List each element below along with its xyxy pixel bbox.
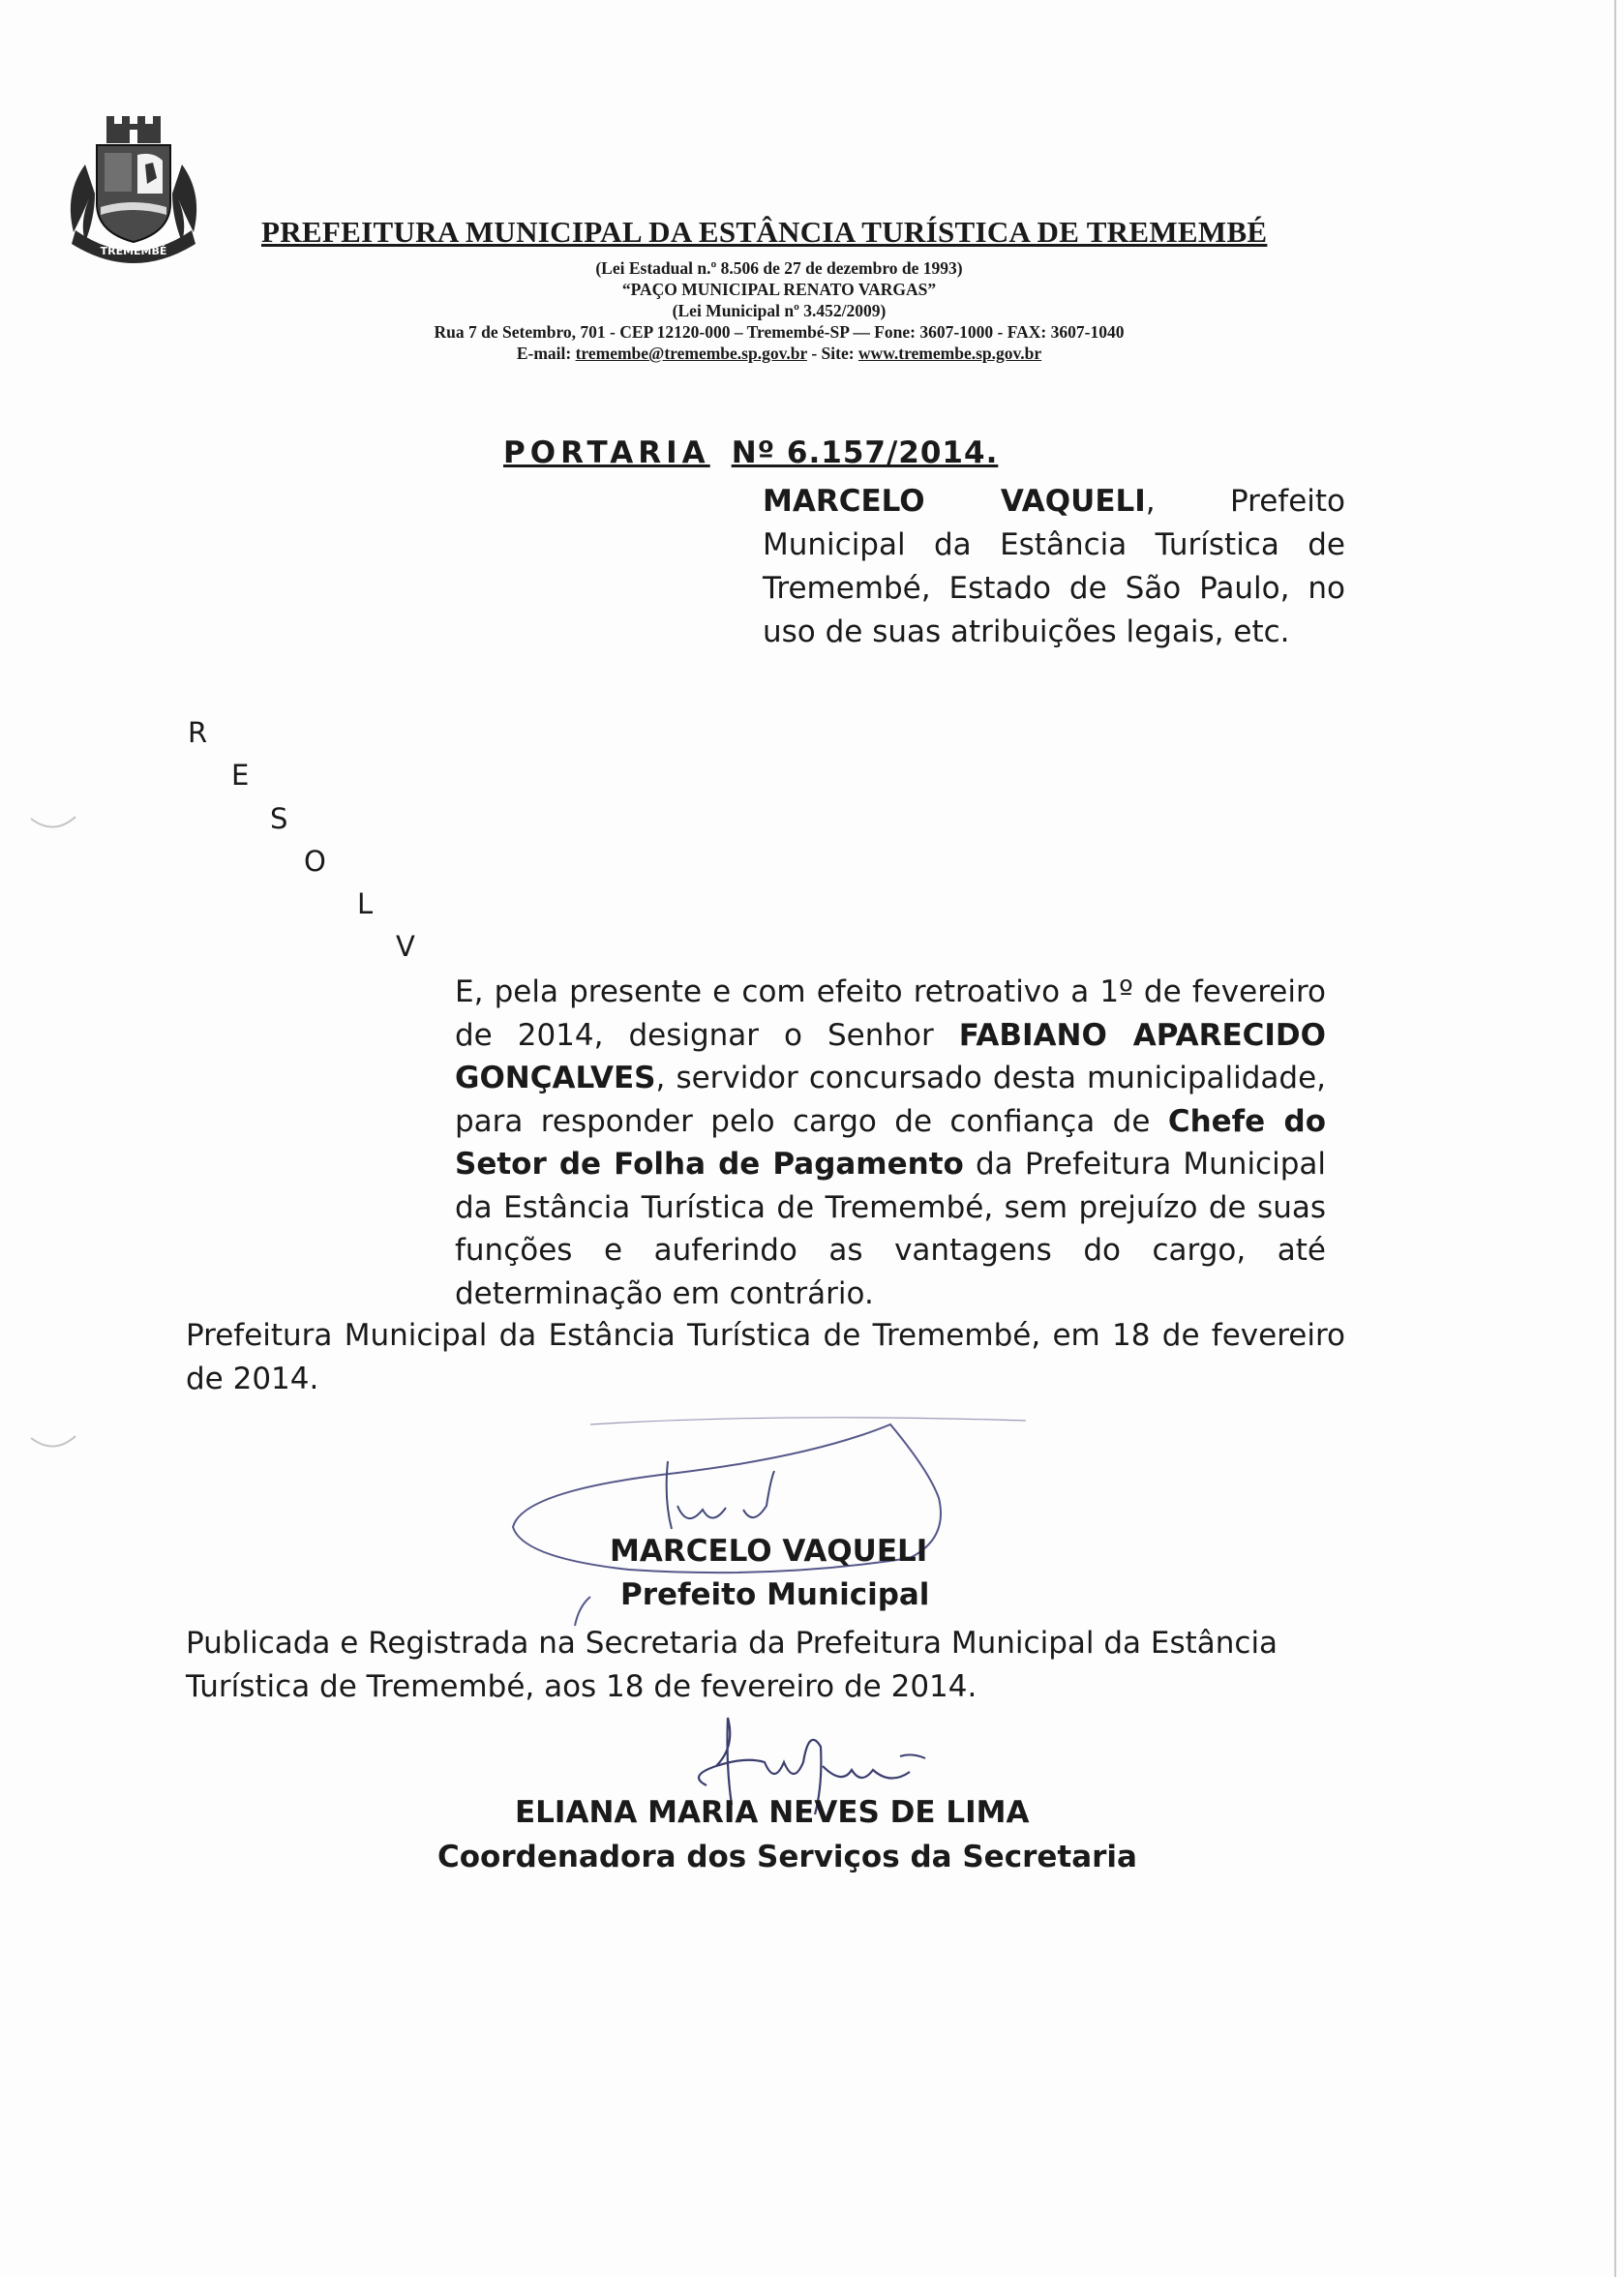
preamble-name: MARCELO VAQUELI [763,484,1146,519]
header-line-law: (Lei Estadual n.º 8.506 de 27 de dezembro de 1993) [595,258,963,278]
resolution-text: da Prefeitura Municipal da Estância Turística de Tremembé, sem prejuízo de suas funções e auferindo as vantagens do cargo, até determinação em contrário. [455,1147,1326,1311]
resolve-letter: E [231,759,250,792]
resolution-body [455,971,1326,1315]
portaria-number: Nº 6.157/2014. [731,435,999,470]
preamble [763,480,1345,654]
scan-edge [1614,0,1616,2277]
margin-punch-mark [27,803,85,842]
email-label: E-mail: [516,344,572,363]
email-link[interactable]: tremembe@tremembe.sp.gov.br [575,344,807,363]
margin-punch-mark [27,1423,85,1461]
closing-date: Prefeitura Municipal da Estância Turística de Tremembé, em 18 de fevereiro de 2014. [186,1318,1345,1396]
site-link[interactable]: www.tremembe.sp.gov.br [857,344,1042,363]
crest-banner-text: TREMEMBÉ [100,245,167,257]
preamble-text: , Prefeito Municipal da Estância Turística de Tremembé, Estado de São Paulo, no uso de suas atribuições legais, etc. [763,484,1345,649]
institution-title: PREFEITURA MUNICIPAL DA ESTÂNCIA TURÍSTICA DE TREMEMBÉ [261,215,1268,249]
header-line-address: Rua 7 de Setembro, 701 - CEP 12120-000 – Tremembé-SP — Fone: 3607-1000 - FAX: 3607-1040 [434,322,1125,342]
site-label: - Site: [811,344,855,363]
resolution-text: , servidor concursado desta municipalidade, para responder pelo cargo de confiança de [455,1061,1326,1139]
municipal-crest-logo [56,106,211,271]
resolve-letter: S [270,802,288,835]
resolve-letter: L [357,887,374,920]
signatory-name: ELIANA MARIA NEVES DE LIMA [515,1795,1030,1830]
header-line-palace: “PAÇO MUNICIPAL RENATO VARGAS” [621,280,937,299]
appointee-name: FABIANO APARECIDO GONÇALVES [455,1017,1326,1095]
resolve-letter: O [304,845,326,878]
portaria-label: PORTARIA [503,435,710,470]
header-line-contact [290,343,1268,364]
resolution-text: E, pela presente e com efeito retroativo a 1º de fevereiro de 2014, designar o Senhor [455,974,1326,1053]
header-line-municipal-law: (Lei Municipal nº 3.452/2009) [672,301,887,320]
position-title: Chefe do Setor de Folha de Pagamento [455,1103,1326,1182]
publication-note: Publicada e Registrada na Secretaria da Prefeitura Municipal da Estância Turística de Tremembé, aos 18 de fevereiro de 2014. [186,1626,1278,1704]
signatory-name: MARCELO VAQUELI [610,1534,928,1569]
resolve-letter: V [396,930,415,963]
resolve-letter: R [188,716,208,749]
signatory-title: Coordenadora dos Serviços da Secretaria [437,1840,1137,1874]
institution-details [290,257,1268,364]
signatory-title: Prefeito Municipal [620,1577,930,1612]
portaria-heading [503,435,998,470]
